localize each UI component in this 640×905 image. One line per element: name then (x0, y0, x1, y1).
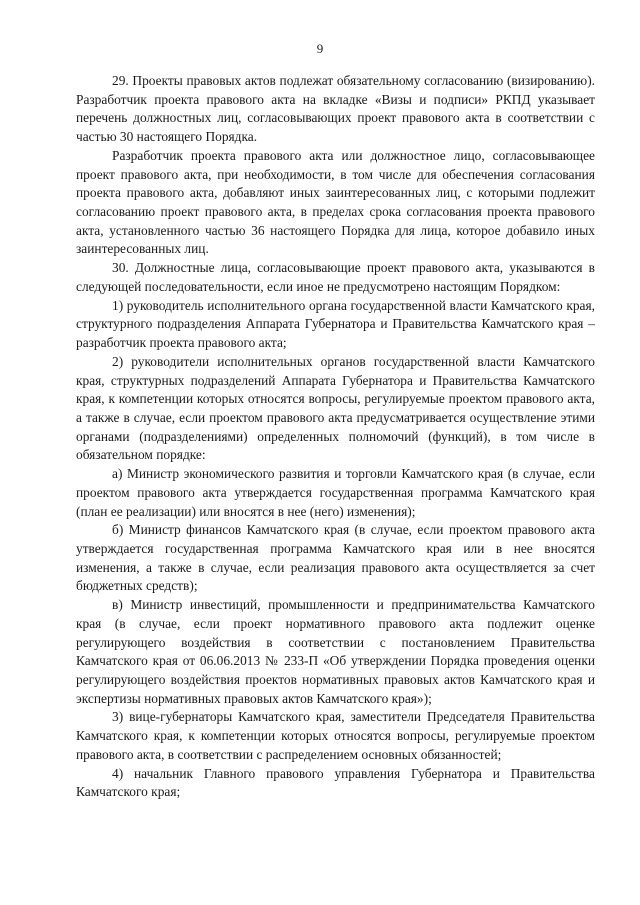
list-item-2a: а) Министр экономического развития и торговли Камчатского края (в случае, если проектом правового акта утверждается государственная программа Камчатского края (план ее реализации) или вносятся в нее (него) изменения); (76, 466, 595, 519)
list-item-2b: б) Министр финансов Камчатского края (в случае, если проектом правового акта утверждается государственная программа Камчатского края или в нее вносятся изменения, а также в случае, если реализация правового акта осуществляется за счет бюджетных средств); (76, 522, 595, 594)
list-item-4: 4) начальник Главного правового управления Губернатора и Правительства Камчатского края; (76, 765, 595, 800)
document-body (76, 72, 595, 802)
page-number: 9 (316, 41, 324, 56)
list-item-1: 1) руководитель исполнительного органа государственной власти Камчатского края, структурного подразделения Аппарата Губернатора и Правительства Камчатского края – разработчик проекта правового акта; (76, 297, 595, 351)
paragraph-developer-approvers: Разработчик проекта правового акта или должностное лицо, согласовывающее проект правового акта, при необходимости, в том числе для обеспечения согласования проекта правового акта, добавляют иных заинтересованных лиц, с которыми подлежит согласованию проект правового акта, в пределах срока согласования проекта правового акта, установленного частью 36 настоящего Порядка для лица, которое добавило иных заинтересованных лиц. (76, 147, 595, 257)
list-item-3: 3) вице-губернаторы Камчатского края, заместители Председателя Правительства Камчатского края, к компетенции которых относятся вопросы, регулируемые проектом правового акта, в соответствии с распределением основных обязанностей; (76, 709, 595, 762)
list-item-2: 2) руководители исполнительных органов государственной власти Камчатского края, структурных подразделений Аппарата Губернатора и Правительства Камчатского края, к компетенции которых относятся вопросы, регулируемые проектом правового акта, а также в случае, если проектом правового акта предусматривается осуществление этими органами (подразделениями) определенных полномочий (функций), в том числе в обязательном порядке: (76, 353, 595, 463)
paragraph-30: 30. Должностные лица, согласовывающие проект правового акта, указываются в следующей последовательности, если иное не предусмотрено настоящим Порядком: (76, 260, 595, 294)
paragraph-29: 29. Проекты правовых актов подлежат обязательному согласованию (визированию). Разработчик проекта правового акта на вкладке «Визы и подписи» РКПД указывает перечень должностных лиц, согласовывающих проект правового акта в соответствии с частью 30 настоящего Порядка. (76, 73, 595, 145)
list-item-2v: в) Министр инвестиций, промышленности и предпринимательства Камчатского края (в случае, если проект нормативного правового акта подлежит оценке регулирующего воздействия в соответствии с постановлением Правительства Камчатского края от 06.06.2013 № 233-П «Об утверждении Порядка проведения оценки регулирующего воздействия проектов нормативных правовых актов Камчатского края и экспертизы нормативных правовых актов Камчатского края»); (76, 597, 595, 706)
